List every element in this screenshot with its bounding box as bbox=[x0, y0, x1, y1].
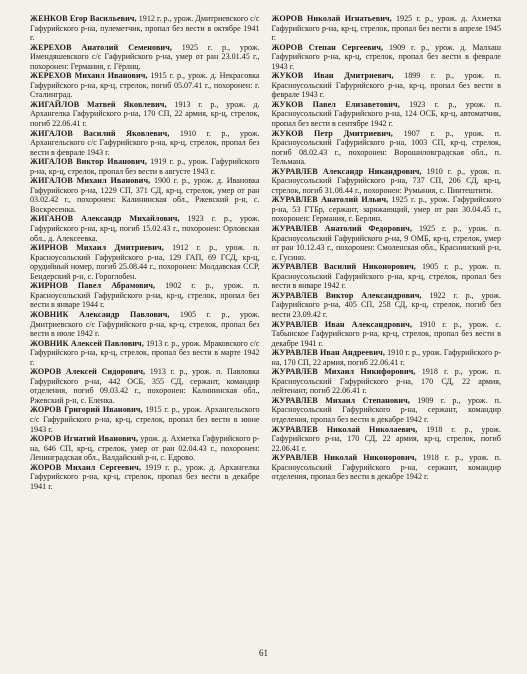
entry-name: ЖУКОВ Петр Дмитриевич, bbox=[271, 128, 393, 138]
entry-details: 1918 г. р., урож. Гафурийского р-на, 170 СД, 22 армия, кр-ц, стрелок, погиб 22.06.41 г. bbox=[271, 424, 501, 453]
entry-name: ЖЕРЕХОВ Анатолий Семенович, bbox=[30, 42, 172, 52]
entry-name: ЖЕРЕХОВ Михаил Иванович, bbox=[30, 71, 148, 81]
memorial-entry bbox=[30, 463, 260, 492]
memorial-entry bbox=[272, 367, 502, 396]
entry-details: 1910 г. р., урож. Архангельского с/с Гафурийского р-на, кр-ц, стрелок, пропал без вести в феврале 1943 г. bbox=[30, 128, 260, 157]
memorial-entry bbox=[272, 167, 502, 196]
memorial-entry bbox=[272, 348, 502, 367]
entry-name: ЖОВНИК Александр Павлович, bbox=[30, 309, 170, 319]
memorial-entry bbox=[30, 43, 260, 72]
memorial-entry bbox=[272, 100, 502, 129]
entry-details: 1902 г. р., урож. п. Красноусольский Гафурийского р-на, кр-ц, стрелок, пропал без вести в январе 1944 г. bbox=[30, 281, 260, 310]
entry-name: ЖУРАВЛЕВ Виктор Александрович, bbox=[271, 290, 422, 300]
entry-details: 1912 г. р., урож. п. Красноусольский Гафурийского р-на, 129 ГАП, 69 ГСД, кр-ц, орудийный номер, погиб 25.08.44 г., похоронен: Молдавская ССР, Бендерский р-н, с. Гороглобен. bbox=[30, 243, 260, 281]
entry-name: ЖУРАВЛЕВ Александр Никандрович, bbox=[271, 166, 422, 176]
memorial-entry bbox=[272, 320, 502, 349]
entry-name: ЖИРНОВ Михаил Дмитриевич, bbox=[30, 243, 164, 253]
memorial-entry bbox=[272, 396, 502, 425]
entry-details: 1919 г. р., урож. Гафурийского р-на, кр-ц, стрелок, пропал без вести в августе 1943 г. bbox=[30, 157, 260, 176]
entry-details: 1925 г. р., урож. Гафурийского р-на, 53 ГТБр, сержант, заряжающий, умер от ран 30.04.45 г., похоронен: Германия, г. Берлин. bbox=[271, 195, 501, 224]
entry-details: 1913 г. р., урож. Мраковского с/с Гафурийского р-на, кр-ц, стрелок, пропал без вести в марте 1942 г. bbox=[30, 338, 260, 367]
memorial-entry bbox=[30, 405, 260, 434]
entry-details: 1900 г. р., урож. д. Ивановка Гафурийского р-на, 1229 СП, 371 СД, кр-ц, стрелок, умер от ран 03.02.42 г., похоронен: Калининская обл., Ржевский р-н, с. Воскресенка. bbox=[30, 176, 260, 214]
entry-name: ЖОРОВ Михаил Сергеевич, bbox=[30, 462, 141, 472]
memorial-entry bbox=[30, 281, 260, 310]
entry-name: ЖИГАЛОВ Михаил Иванович, bbox=[30, 176, 151, 186]
entry-name: ЖУРАВЛЕВ Иван Александрович, bbox=[271, 319, 413, 329]
entry-name: ЖУРАВЛЕВ Иван Андреевич, bbox=[271, 348, 385, 358]
entry-details: 1923 г. р., урож. Гафурийского р-на, кр-ц, погиб 15.02.43 г., похоронен: Орловская обл., д. Алексеевка. bbox=[30, 214, 260, 243]
memorial-entry bbox=[272, 43, 502, 72]
entry-name: ЖИГАНОВ Александр Михайлович, bbox=[30, 214, 180, 224]
entry-details: 1912 г. р., урож. Дмитриевского с/с Гафурийского р-на, пулеметчик, пропал без вести в октябре 1941 г. bbox=[30, 14, 260, 43]
entry-name: ЖУРАВЛЕВ Анатолий Ильич, bbox=[271, 195, 389, 205]
entry-name: ЖУКОВ Павел Елизаветович, bbox=[271, 99, 400, 109]
entry-name: ЖИГАЛОВ Василий Яковлевич, bbox=[30, 128, 170, 138]
entry-details: 1923 г. р., урож. п. Красноусольский Гафурийского р-на, 124 ОСБ, кр-ц, автоматчик, пропал без вести в сентябре 1942 г. bbox=[271, 99, 501, 129]
entry-details: 1913 г. р., урож. д. Архангелка Гафурийского р-на, 170 СП, 22 армия, кр-ц, стрелок, погиб 22.06.41 г. bbox=[30, 99, 260, 129]
entry-details: 1910 г. р., урож. с. Табынское Гафурийского р-на, кр-ц, стрелок, пропал без вести в декабре 1941 г. bbox=[271, 319, 501, 348]
left-column bbox=[30, 14, 260, 491]
entry-name: ЖОРОВ Игнатий Иванович, bbox=[30, 434, 139, 444]
entry-details: 1925 г. р., урож. д. Ахметка Гафурийского р-на, кр-ц, стрелок, пропал без вести в апреле 1945 г. bbox=[271, 14, 501, 43]
memorial-entry bbox=[272, 129, 502, 167]
entry-details: 1905 г. р., урож. Дмитриевского с/с Гафурийского р-на, кр-ц, стрелок, пропал без вести в июле 1942 г. bbox=[30, 309, 260, 339]
memorial-entry bbox=[30, 176, 260, 214]
entry-name: ЖОРОВ Степан Сергеевич, bbox=[271, 42, 384, 52]
memorial-entry bbox=[272, 453, 502, 482]
entry-name: ЖУРАВЛЕВ Николай Николаевич, bbox=[271, 424, 418, 434]
entry-name: ЖОРОВ Григорий Иванович, bbox=[30, 405, 143, 415]
entry-details: 1899 г. р., урож. п. Красноусольский Гафурийского р-на, кр-ц, пропал без вести в феврале 1943 г. bbox=[271, 71, 502, 100]
memorial-entry bbox=[272, 195, 502, 224]
entry-details: 1925 г. р., урож. п. Красноусольский Гафурийского р-на, 9 ОМБ, кр-ц, стрелок, умер от ран 10.12.43 г., похоронен: Смоленская обл., Краснинский р-н, с. Гусино. bbox=[271, 224, 501, 262]
entry-details: 1918 г. р., урож. п. Красноусольский Гафурийского р-на, сержант, командир отделения, пропал без вести в декабре 1942 г. bbox=[271, 453, 501, 482]
entry-name: ЖЕНКОВ Егор Васильевич, bbox=[30, 14, 137, 23]
memorial-entry bbox=[272, 262, 502, 291]
entry-details: 1915 г. р., урож. д. Некрасовка Гафурийского р-на, кр-ц, стрелок, погиб 05.07.41 г., похоронен: г. Сталинград. bbox=[30, 71, 260, 100]
memorial-entry bbox=[30, 243, 260, 281]
entry-details: 1922 г. р., урож. Гафурийского р-на, 405 СП, 258 СД, кр-ц, стрелок, погиб без вести 23.09.42 г. bbox=[271, 290, 501, 319]
entry-name: ЖОВНИК Алексей Павлович, bbox=[30, 338, 144, 348]
entry-details: 1915 г. р., урож. Архангельского с/с Гафурийского р-на, кр-ц, стрелок, пропал без вести в июне 1943 г. bbox=[30, 405, 260, 434]
memorial-entry bbox=[30, 71, 260, 100]
entry-name: ЖИГАЙЛОВ Матвей Яковлевич, bbox=[30, 99, 167, 109]
memorial-entry bbox=[30, 157, 260, 176]
entry-details: 1910 г. р., урож. п. Красноусольский Гафурийского р-на, 737 СП, 206 СД, кр-ц, стрелок, погиб 31.08.44 г., похоронен: Румыния, с. Пинтештити. bbox=[271, 166, 501, 195]
memorial-entry bbox=[30, 339, 260, 368]
entry-details: 1913 г. р., урож. п. Павловка Гафурийского р-на, 442 ОСБ, 355 СД, сержант, командир отделения, погиб 09.03.42 г., похоронен: Калининская обл., Ржевский р-н, с. Еленка. bbox=[30, 367, 260, 405]
entry-name: ЖОРОВ Алексей Сидорович, bbox=[30, 367, 146, 377]
memorial-entry bbox=[272, 291, 502, 320]
entry-details: 1919 г. р., урож. д. Архангелка Гафурийского р-на, кр-ц, стрелок, пропал без вести в декабре 1941 г. bbox=[30, 462, 260, 491]
memorial-entry bbox=[30, 310, 260, 339]
memorial-entry bbox=[30, 367, 260, 405]
memorial-entry bbox=[272, 71, 502, 100]
memorial-entry bbox=[272, 14, 502, 43]
memorial-entry bbox=[30, 100, 260, 129]
entry-name: ЖУРАВЛЕВ Анатолий Федорович, bbox=[271, 224, 413, 234]
entry-details: 1909 г. р., урож. д. Малхаш Гафурийского р-на, кр-ц, стрелок, пропал без вести в феврале 1943 г. bbox=[271, 42, 501, 71]
entry-details: 1907 г. р., урож. п. Красноусольский Гафурийского р-на, 1003 СП, кр-ц, стрелок, погиб 08.02.43 г., похоронен: Ворошиловградская обл., п. Тельмана. bbox=[271, 128, 501, 167]
memorial-entry bbox=[272, 425, 502, 454]
entry-details: 1905 г. р., урож. п. Красноусольский Гафурийского р-на, кр-ц, стрелок, пропал без вести в январе 1942 г. bbox=[271, 262, 501, 291]
right-column bbox=[272, 14, 502, 491]
entry-name: ЖУРАВЛЕВ Михаил Никифорович, bbox=[271, 367, 416, 377]
memorial-entry bbox=[30, 14, 260, 43]
entry-name: ЖУРАВЛЕВ Василий Никонорович, bbox=[271, 262, 416, 272]
entry-details: 1925 г. р., урож. Имендяшевского с/с Гафурийского р-на, умер от ран 23.01.45 г., похоронен: Германия, г. Гёрлиц. bbox=[30, 42, 260, 71]
entry-details: 1918 г. р., урож. п. Красноусольский Гафурийского р-на, 170 СД, 22 армия, лейтенант, погиб 22.06.41 г. bbox=[271, 367, 501, 396]
entry-name: ЖИГАЛОВ Виктор Иванович, bbox=[30, 157, 147, 167]
memorial-entry bbox=[30, 434, 260, 463]
memorial-entry bbox=[272, 224, 502, 262]
entry-details: 1909 г. р., урож. п. Красноусольский Гафурийского р-на, сержант, командир отделения, пропал без вести в декабре 1942 г. bbox=[271, 395, 501, 424]
entry-name: ЖИРНОВ Павел Абрамович, bbox=[30, 281, 156, 291]
memorial-entry bbox=[30, 129, 260, 158]
entry-name: ЖУРАВЛЕВ Николай Никонорович, bbox=[271, 453, 417, 463]
page-number: 61 bbox=[259, 648, 268, 658]
entry-name: ЖОРОВ Николай Игнатьевич, bbox=[271, 14, 392, 23]
entry-details: урож. д. Ахметка Гафурийского р-на, 646 СП, кр-ц, стрелок, умер от ран 02.04.43 г., похоронен: Ленинградская обл., Валдайский р-н, с. Едрово. bbox=[30, 434, 260, 463]
entry-details: 1910 г. р., урож. Гафурийского р-на, 170 СП, 22 армия, погиб 22.06.41 г. bbox=[271, 348, 501, 367]
memorial-entry bbox=[30, 214, 260, 243]
entry-name: ЖУКОВ Иван Дмитриевич, bbox=[271, 71, 394, 81]
entry-name: ЖУРАВЛЕВ Михаил Степанович, bbox=[271, 395, 410, 405]
